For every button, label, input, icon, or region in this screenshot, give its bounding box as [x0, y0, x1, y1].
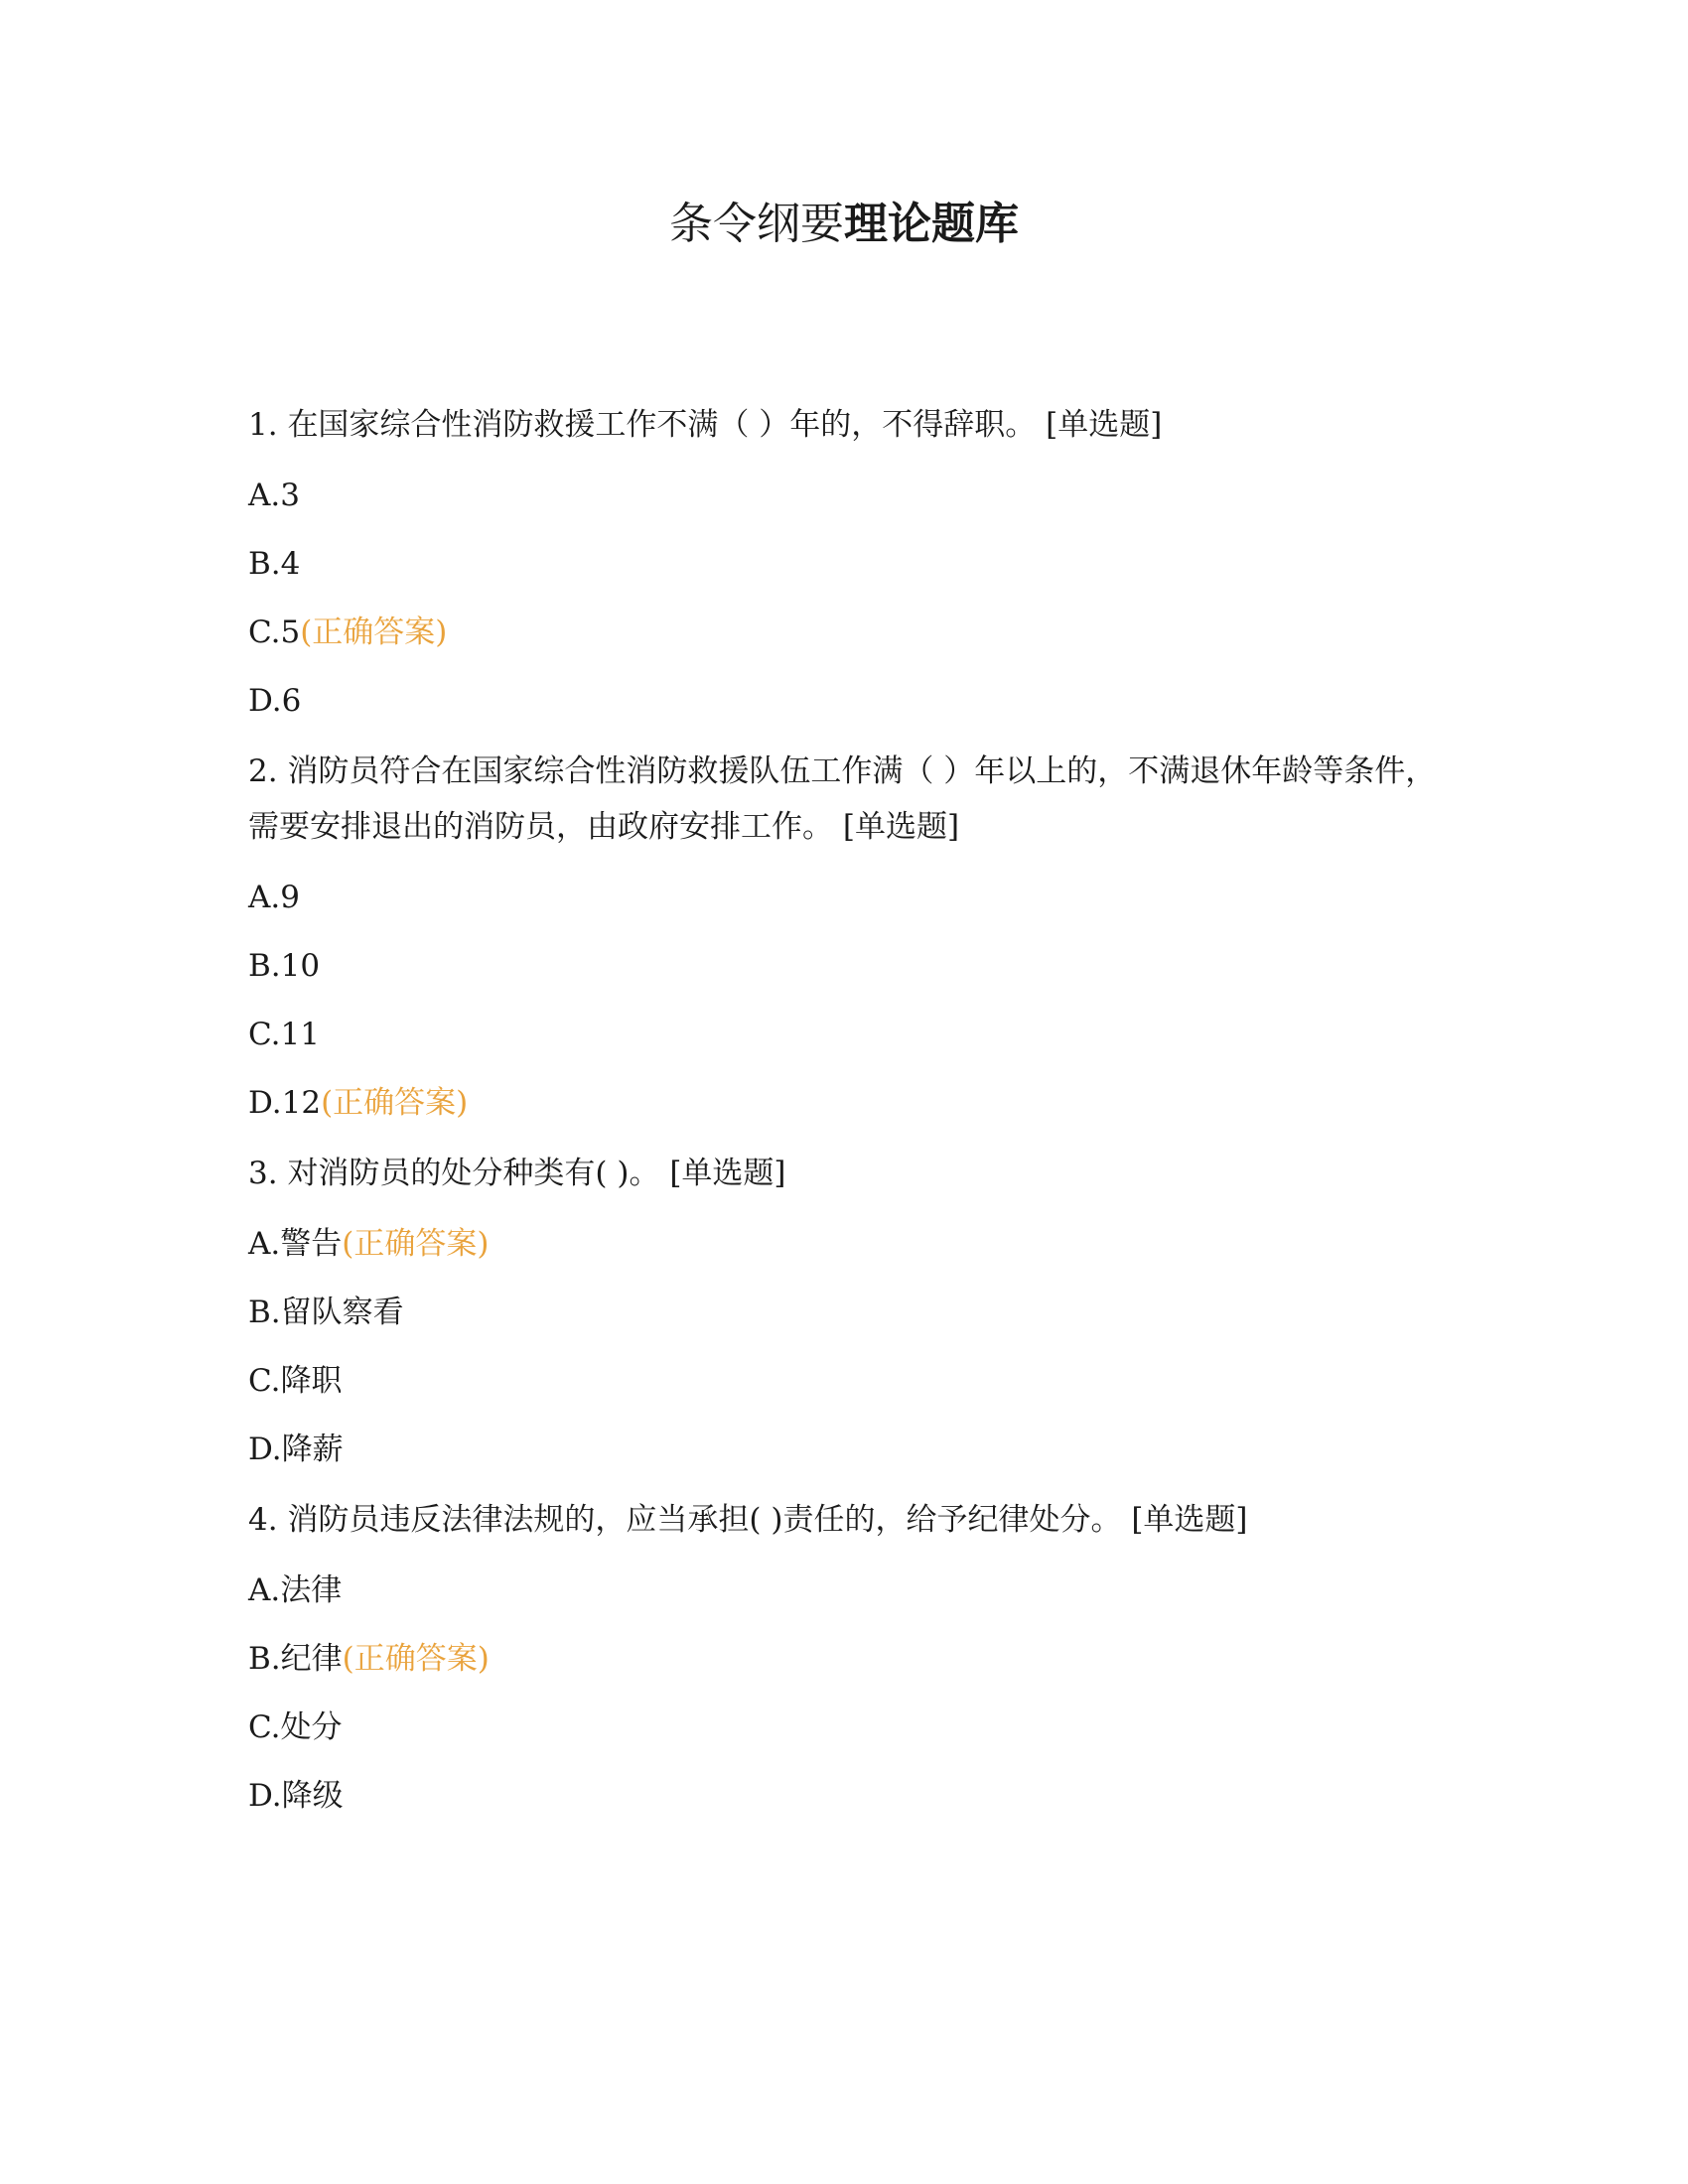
- page-title: [0, 195, 1688, 254]
- question-3: [248, 1146, 1440, 1475]
- question-stem: [248, 1146, 1440, 1201]
- option-c: [248, 1009, 1440, 1060]
- option-b: [248, 940, 1440, 992]
- option-a: [248, 1565, 1440, 1616]
- question-stem: [248, 744, 1440, 855]
- question-text: 消防员符合在国家综合性消防救援队伍工作满（ ）年以上的，不满退休年龄等条件，需要安排退出的消防员，由政府安排工作。 [单选题]: [248, 753, 1437, 845]
- correct-answer-marker: (正确答案): [342, 1226, 490, 1262]
- question-number: 1.: [248, 407, 278, 443]
- question-stem: [248, 397, 1440, 453]
- option-label: D.12: [248, 1085, 322, 1121]
- option-b: [248, 1287, 1440, 1338]
- option-label: A.9: [248, 880, 300, 915]
- option-d: [248, 1770, 1440, 1822]
- option-a: [248, 1218, 1440, 1270]
- question-2: [248, 744, 1440, 1129]
- question-number: 4.: [248, 1502, 278, 1538]
- option-label: C.降职: [248, 1363, 343, 1399]
- option-c: [248, 607, 1440, 658]
- option-label: C.5: [248, 614, 301, 650]
- option-a: [248, 872, 1440, 923]
- question-4: [248, 1492, 1440, 1822]
- question-number: 2.: [248, 753, 278, 789]
- option-label: B.留队察看: [248, 1295, 404, 1330]
- option-d: [248, 1077, 1440, 1129]
- option-c: [248, 1702, 1440, 1753]
- option-label: A.法律: [248, 1572, 343, 1608]
- question-stem: [248, 1492, 1440, 1548]
- option-label: B.10: [248, 948, 321, 984]
- question-number: 3.: [248, 1156, 278, 1191]
- option-label: D.降级: [248, 1778, 344, 1814]
- question-1: [248, 397, 1440, 727]
- question-text: 消防员违反法律法规的，应当承担( )责任的，给予纪律处分。 [单选题]: [287, 1502, 1248, 1538]
- question-text: 对消防员的处分种类有( )。 [单选题]: [287, 1156, 786, 1191]
- option-label: A.警告: [248, 1226, 343, 1262]
- option-a: [248, 470, 1440, 521]
- option-label: B.4: [248, 546, 301, 582]
- title-regular: 条令纲要: [669, 199, 844, 249]
- option-label: C.11: [248, 1017, 320, 1052]
- correct-answer-marker: (正确答案): [300, 614, 448, 650]
- option-label: D.降薪: [248, 1432, 344, 1467]
- option-c: [248, 1355, 1440, 1407]
- title-bold: 理论题库: [844, 199, 1019, 249]
- correct-answer-marker: (正确答案): [321, 1085, 469, 1121]
- question-text: 在国家综合性消防救援工作不满（ ）年的，不得辞职。 [单选题]: [287, 407, 1163, 443]
- option-label: A.3: [248, 478, 300, 513]
- option-label: B.纪律: [248, 1641, 343, 1677]
- correct-answer-marker: (正确答案): [342, 1641, 490, 1677]
- option-label: C.处分: [248, 1709, 343, 1745]
- option-label: D.6: [248, 683, 302, 719]
- option-b: [248, 1633, 1440, 1685]
- option-d: [248, 1424, 1440, 1475]
- option-d: [248, 675, 1440, 727]
- option-b: [248, 538, 1440, 590]
- question-list: [248, 397, 1440, 1839]
